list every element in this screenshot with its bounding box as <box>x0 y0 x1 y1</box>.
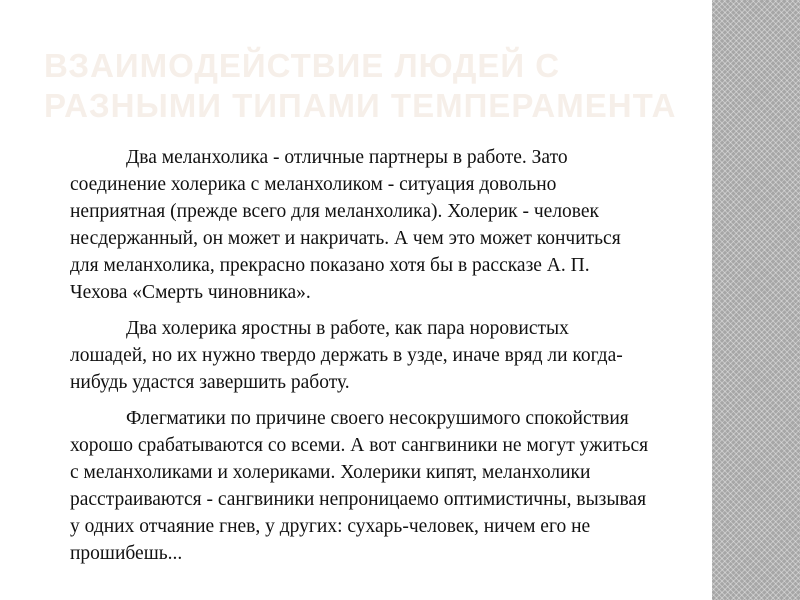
slide-body <box>70 144 650 576</box>
slide-title-line-1: ВЗАИМОДЕЙСТВИЕ ЛЮДЕЙ С <box>44 47 561 84</box>
decorative-side-stripe <box>712 0 800 600</box>
slide-title-line-2: РАЗНЫМИ ТИПАМИ ТЕМПЕРАМЕНТА <box>44 87 677 124</box>
slide-title <box>44 46 704 126</box>
paragraph-choleric-pair: Два холерика яростны в работе, как пара норовистых лошадей, но их нужно твердо держать в узде, иначе вряд ли когда-нибудь удастся завершить работу. <box>70 318 623 393</box>
paragraph-phlegmatic-sanguine: Флегматики по причине своего несокрушимого спокойствия хорошо срабатываются со всеми. А вот сангвиники не могут ужиться с меланхоликами и холериками. Холерики кипят, меланхолики расстраиваются - сангвиники непроницаемо оптимистичны, вызывая у одних отчаяние гнев, у других: сухарь-человек, ничем его не прошибешь... <box>70 408 649 564</box>
paragraph-melancholic-pair: Два меланхолика - отличные партнеры в работе. Зато соединение холерика с меланхоликом - ситуация довольно неприятная (прежде всего для меланхолика). Холерик - человек несдержанный, он может и накричать. А чем это может кончиться для меланхолика, прекрасно показано хотя бы в рассказе А. П. Чехова «Смерть чиновника». <box>70 147 621 303</box>
